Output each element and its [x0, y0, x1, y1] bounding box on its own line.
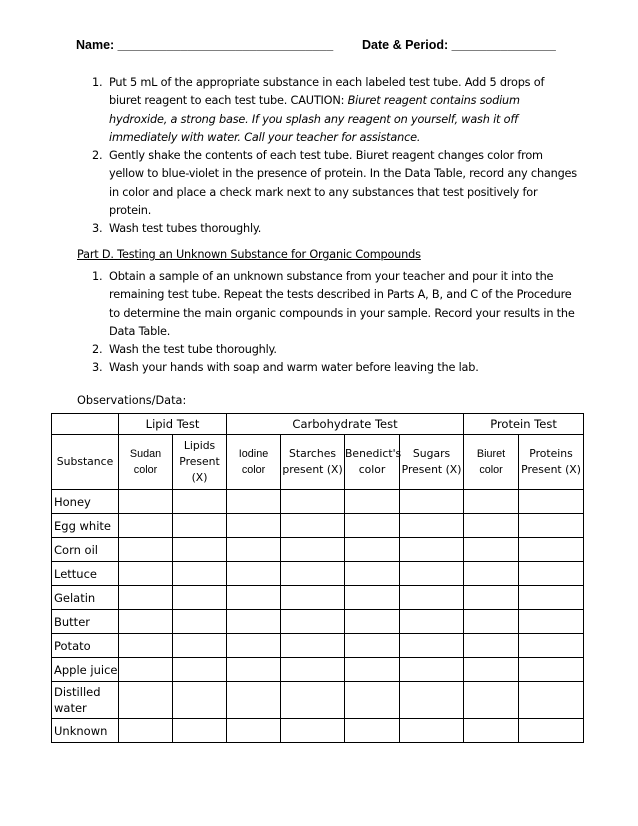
table-row — [52, 586, 584, 610]
step-text: Gently shake the contents of each test tube. Biuret reagent changes color from yellow to blue-violet in the presence of protein. In the Data Table, record any changes in color and place a check mark next to any substances that test positively for protein. — [109, 149, 577, 218]
table-row — [52, 490, 584, 514]
data-cell[interactable] — [173, 490, 227, 514]
data-cell[interactable] — [400, 514, 464, 538]
benedicts-color-header: Benedict's color — [345, 435, 400, 490]
part-d-step — [92, 359, 578, 377]
protein-test-header: Protein Test — [464, 414, 584, 435]
caution-text: Biuret reagent contains sodium hydroxide, a strong base. If you splash any reagent on yourself, wash it off immediately with water. Call your teacher for assistance. — [109, 94, 520, 144]
step-text: Put 5 mL of the appropriate substance in each labeled test tube. Add 5 drops of biuret reagent to each test tube. CAUTION: — [109, 76, 545, 108]
data-cell[interactable] — [345, 490, 400, 514]
test-group-header-row — [52, 414, 584, 435]
data-cell[interactable] — [281, 610, 345, 634]
data-cell[interactable] — [173, 658, 227, 682]
starches-present-header: Starches present (X) — [281, 435, 345, 490]
data-cell[interactable] — [519, 538, 584, 562]
data-cell[interactable] — [464, 514, 519, 538]
substance-name-cell: Gelatin — [52, 586, 119, 610]
step-number: 2. — [92, 149, 103, 163]
table-row — [52, 538, 584, 562]
step-number: 1. — [92, 76, 103, 89]
data-cell[interactable] — [400, 634, 464, 658]
substance-name-cell: Lettuce — [52, 562, 119, 586]
data-cell[interactable] — [464, 682, 519, 719]
data-cell[interactable] — [464, 719, 519, 743]
data-cell[interactable] — [227, 634, 281, 658]
data-cell[interactable] — [464, 490, 519, 514]
data-cell[interactable] — [400, 562, 464, 586]
part-d-step — [92, 341, 578, 359]
table-row — [52, 658, 584, 682]
lipid-test-header: Lipid Test — [119, 414, 227, 435]
table-row — [52, 562, 584, 586]
step-number: 1. — [92, 270, 103, 283]
data-cell[interactable] — [119, 562, 173, 586]
data-cell[interactable] — [173, 562, 227, 586]
data-cell[interactable] — [173, 634, 227, 658]
data-cell[interactable] — [345, 634, 400, 658]
substance-name-cell: Egg white — [52, 514, 119, 538]
data-cell[interactable] — [519, 490, 584, 514]
step-text: Wash test tubes thoroughly. — [109, 222, 262, 236]
name-field-label: Name: _______________________________ — [76, 38, 334, 52]
data-cell[interactable] — [519, 586, 584, 610]
data-cell[interactable] — [119, 490, 173, 514]
procedure-step — [92, 147, 578, 220]
data-cell[interactable] — [227, 562, 281, 586]
data-cell[interactable] — [119, 538, 173, 562]
data-cell[interactable] — [400, 538, 464, 562]
data-cell[interactable] — [173, 719, 227, 743]
data-cell[interactable] — [281, 514, 345, 538]
data-cell[interactable] — [281, 719, 345, 743]
data-cell[interactable] — [519, 719, 584, 743]
sudan-color-header: Sudan color — [119, 435, 173, 490]
data-cell[interactable] — [345, 658, 400, 682]
step-number: 3. — [92, 361, 103, 375]
substance-name-cell: Butter — [52, 610, 119, 634]
data-cell[interactable] — [281, 682, 345, 719]
part-d-step — [92, 268, 578, 341]
data-cell[interactable] — [345, 514, 400, 538]
data-cell[interactable] — [119, 634, 173, 658]
data-cell[interactable] — [173, 682, 227, 719]
data-cell[interactable] — [173, 514, 227, 538]
substance-name-cell: Honey — [52, 490, 119, 514]
data-cell[interactable] — [119, 586, 173, 610]
data-cell[interactable] — [400, 490, 464, 514]
data-cell[interactable] — [345, 562, 400, 586]
substance-name-cell: Unknown — [52, 719, 119, 743]
data-cell[interactable] — [227, 658, 281, 682]
data-cell[interactable] — [519, 610, 584, 634]
substance-header: Substance — [52, 435, 119, 490]
data-cell[interactable] — [281, 634, 345, 658]
data-cell[interactable] — [119, 658, 173, 682]
substance-name-cell: Distilled water — [52, 682, 119, 719]
data-cell[interactable] — [400, 719, 464, 743]
table-row — [52, 682, 584, 719]
data-cell[interactable] — [345, 719, 400, 743]
table-row — [52, 610, 584, 634]
procedure-step — [92, 74, 578, 147]
data-cell[interactable] — [345, 682, 400, 719]
data-cell[interactable] — [400, 658, 464, 682]
table-row — [52, 719, 584, 743]
substance-name-cell: Apple juice — [52, 658, 119, 682]
data-cell[interactable] — [281, 586, 345, 610]
blank-corner-cell — [52, 414, 119, 435]
data-cell[interactable] — [227, 514, 281, 538]
data-cell[interactable] — [227, 586, 281, 610]
sugars-present-header: Sugars Present (X) — [400, 435, 464, 490]
data-cell[interactable] — [400, 682, 464, 719]
data-cell[interactable] — [345, 610, 400, 634]
data-table — [51, 413, 584, 743]
data-cell[interactable] — [227, 610, 281, 634]
data-cell[interactable] — [464, 538, 519, 562]
step-number: 2. — [92, 343, 103, 357]
procedure-steps-list — [92, 74, 578, 239]
date-period-field-label: Date & Period: _______________ — [362, 38, 556, 52]
data-cell[interactable] — [519, 514, 584, 538]
step-number: 3. — [92, 222, 103, 236]
data-cell[interactable] — [464, 586, 519, 610]
data-cell[interactable] — [345, 586, 400, 610]
data-cell[interactable] — [281, 490, 345, 514]
data-cell[interactable] — [281, 538, 345, 562]
observations-heading: Observations/Data: — [77, 394, 187, 407]
data-cell[interactable] — [464, 634, 519, 658]
data-cell[interactable] — [119, 719, 173, 743]
data-cell[interactable] — [119, 610, 173, 634]
data-cell[interactable] — [281, 658, 345, 682]
step-text: Obtain a sample of an unknown substance from your teacher and pour it into the remaining test tube. Repeat the tests described in Parts A, B, and C of the Procedure to determine the main organic compounds in your sample. Record your results in the Data Table. — [109, 270, 575, 338]
data-cell[interactable] — [464, 562, 519, 586]
data-cell[interactable] — [519, 562, 584, 586]
part-d-steps-list — [92, 268, 578, 378]
carbohydrate-test-header: Carbohydrate Test — [227, 414, 464, 435]
data-cell[interactable] — [119, 514, 173, 538]
data-cell[interactable] — [281, 562, 345, 586]
substance-name-cell: Corn oil — [52, 538, 119, 562]
data-cell[interactable] — [173, 610, 227, 634]
data-cell[interactable] — [173, 586, 227, 610]
column-header-row — [52, 435, 584, 490]
part-d-heading: Part D. Testing an Unknown Substance for Organic Compounds — [77, 248, 421, 261]
table-row — [52, 634, 584, 658]
step-text: Wash the test tube thoroughly. — [109, 343, 277, 357]
data-cell[interactable] — [519, 682, 584, 719]
data-cell[interactable] — [119, 682, 173, 719]
data-cell[interactable] — [345, 538, 400, 562]
table-row — [52, 514, 584, 538]
data-cell[interactable] — [464, 658, 519, 682]
data-cell[interactable] — [519, 658, 584, 682]
data-cell[interactable] — [227, 538, 281, 562]
substance-name-cell: Potato — [52, 634, 119, 658]
data-cell[interactable] — [519, 634, 584, 658]
data-cell[interactable] — [227, 719, 281, 743]
biuret-color-header: Biuret color — [464, 435, 519, 490]
data-cell[interactable] — [227, 682, 281, 719]
proteins-present-header: Proteins Present (X) — [519, 435, 584, 490]
lipids-present-header: Lipids Present (X) — [173, 435, 227, 490]
data-cell[interactable] — [227, 490, 281, 514]
procedure-step — [92, 220, 578, 238]
data-cell[interactable] — [173, 538, 227, 562]
data-cell[interactable] — [400, 610, 464, 634]
data-cell[interactable] — [400, 586, 464, 610]
iodine-color-header: Iodine color — [227, 435, 281, 490]
step-text: Wash your hands with soap and warm water before leaving the lab. — [109, 361, 479, 375]
data-cell[interactable] — [464, 610, 519, 634]
